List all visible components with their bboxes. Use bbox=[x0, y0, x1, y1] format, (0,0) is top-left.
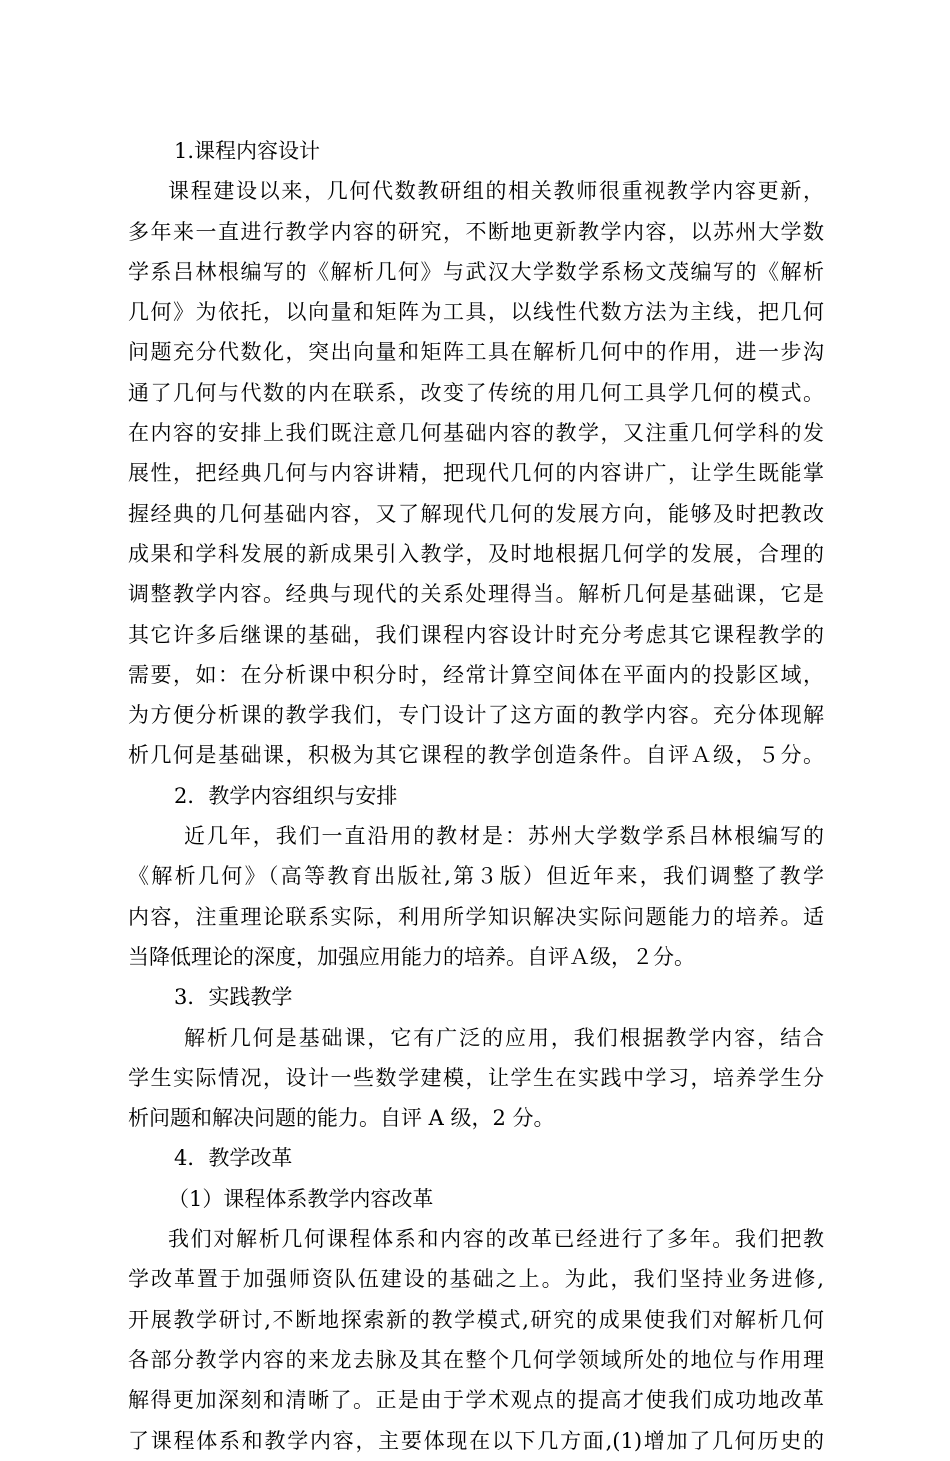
paragraph-line: 学改革置于加强师资队伍建设的基础之上。为此，我们坚持业务进修, bbox=[128, 1267, 824, 1292]
paragraph-line: 近几年，我们一直沿用的教材是：苏州大学数学系吕林根编写的 bbox=[184, 824, 824, 849]
document-body bbox=[128, 131, 824, 1461]
paragraph-line: 《解析几何》（高等教育出版社,第３版）但近年来，我们调整了教学 bbox=[128, 864, 824, 889]
paragraph-line: 析问题和解决问题的能力。自评 A 级，2 分。 bbox=[128, 1106, 555, 1131]
heading-practice-teaching: 3．实践教学 bbox=[174, 985, 293, 1010]
paragraph-line: 多年来一直进行教学内容的研究，不断地更新教学内容，以苏州大学数 bbox=[128, 219, 824, 244]
heading-teaching-reform: 4．教学改革 bbox=[174, 1146, 293, 1171]
paragraph-line: 各部分教学内容的来龙去脉及其在整个几何学领域所处的地位与作用理 bbox=[128, 1347, 824, 1372]
paragraph-line: 我们对解析几何课程体系和内容的改革已经进行了多年。我们把教 bbox=[168, 1227, 824, 1252]
paragraph-line: 析几何是基础课，积极为其它课程的教学创造条件。自评Ａ级，５分。 bbox=[128, 743, 824, 768]
paragraph-line: 通了几何与代数的内在联系，改变了传统的用几何工具学几何的模式。 bbox=[128, 380, 824, 405]
heading-course-content-design: 1.课程内容设计 bbox=[174, 139, 321, 163]
paragraph-line: 内容，注重理论联系实际，利用所学知识解决实际问题能力的培养。适 bbox=[128, 904, 824, 929]
paragraph-line: 学生实际情况，设计一些数学建模，让学生在实践中学习，培养学生分 bbox=[128, 1065, 824, 1090]
paragraph-line: 成果和学科发展的新成果引入教学，及时地根据几何学的发展，合理的 bbox=[128, 541, 824, 566]
paragraph-line: 解得更加深刻和清晰了。正是由于学术观点的提高才使我们成功地改革 bbox=[128, 1388, 824, 1413]
heading-teaching-content-organization: 2．教学内容组织与安排 bbox=[174, 783, 398, 808]
paragraph-line: 解析几何是基础课，它有广泛的应用，我们根据教学内容，结合 bbox=[184, 1025, 824, 1050]
paragraph-line: 其它许多后继课的基础，我们课程内容设计时充分考虑其它课程教学的 bbox=[128, 622, 824, 647]
paragraph-line: 学系吕林根编写的《解析几何》与武汉大学数学系杨文茂编写的《解析 bbox=[128, 259, 824, 284]
paragraph-line: 开展教学研讨,不断地探索新的教学模式,研究的成果使我们对解析几何 bbox=[128, 1307, 824, 1332]
paragraph-line: 了课程体系和教学内容，主要体现在以下几方面,(1)增加了几何历史的 bbox=[128, 1428, 824, 1453]
paragraph-line: 调整教学内容。经典与现代的关系处理得当。解析几何是基础课，它是 bbox=[128, 582, 824, 607]
paragraph-line: 展性，把经典几何与内容讲精，把现代几何的内容讲广，让学生既能掌 bbox=[128, 461, 824, 486]
paragraph-line: 需要，如：在分析课中积分时，经常计算空间体在平面内的投影区域， bbox=[128, 662, 824, 687]
paragraph-line: 为方便分析课的教学我们，专门设计了这方面的教学内容。充分体现解 bbox=[128, 703, 824, 728]
paragraph-line: 当降低理论的深度，加强应用能力的培养。自评Ａ级，２分。 bbox=[128, 944, 695, 969]
paragraph-line: 握经典的几何基础内容，又了解现代几何的发展方向，能够及时把教改 bbox=[128, 501, 824, 526]
paragraph-line: 在内容的安排上我们既注意几何基础内容的教学，又注重几何学科的发 bbox=[128, 421, 824, 446]
paragraph-line: 几何》为依托，以向量和矩阵为工具，以线性代数方法为主线，把几何 bbox=[128, 300, 824, 325]
paragraph-line: 问题充分代数化，突出向量和矩阵工具在解析几何中的作用，进一步沟 bbox=[128, 340, 824, 365]
paragraph-line: 课程建设以来，几何代数教研组的相关教师很重视教学内容更新， bbox=[168, 179, 824, 204]
heading-curriculum-reform: （1）课程体系教学内容改革 bbox=[168, 1186, 434, 1211]
